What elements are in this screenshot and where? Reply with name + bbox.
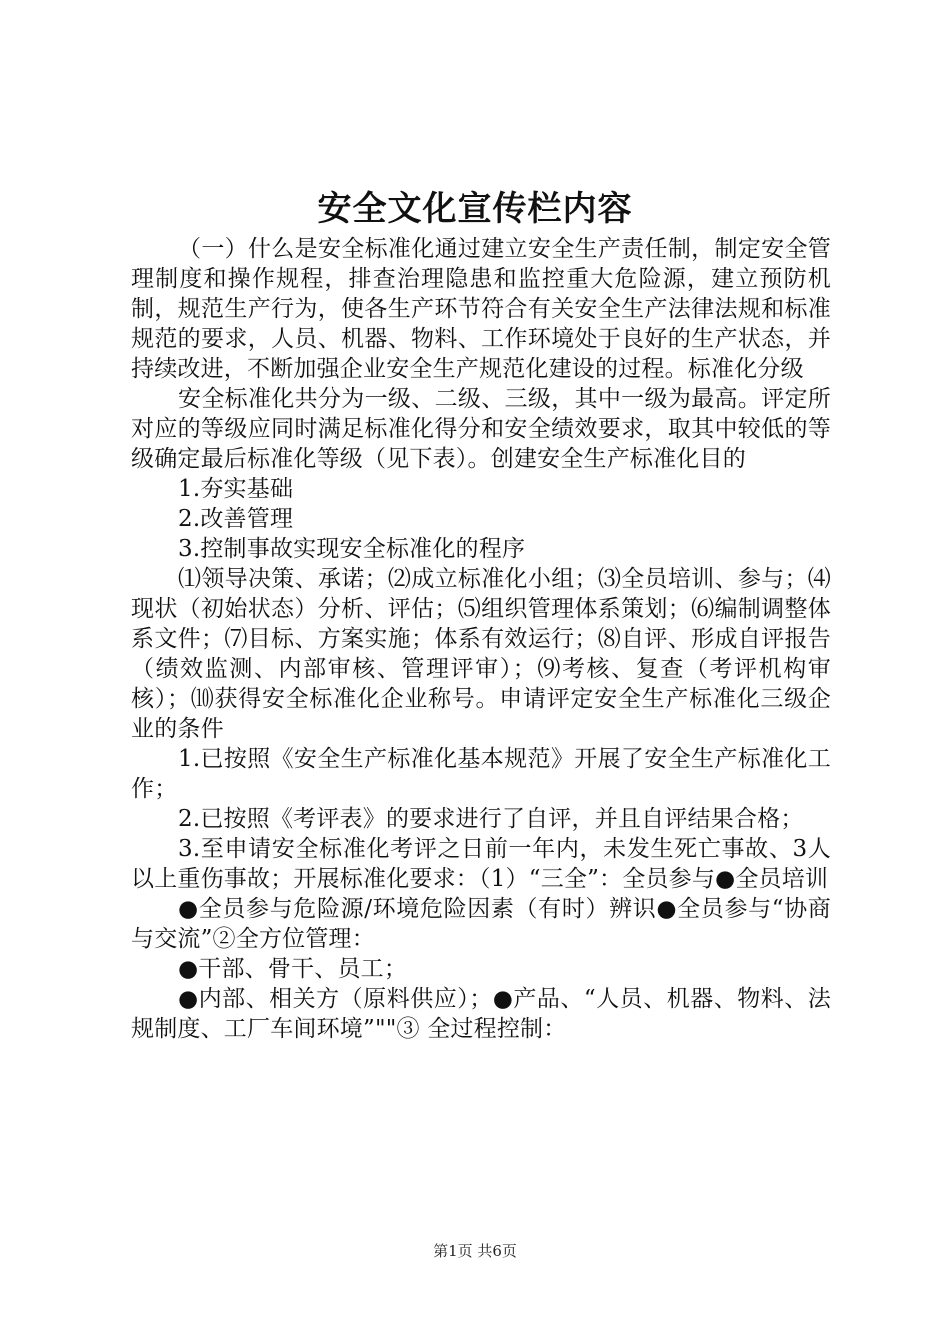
paragraph-goal-1: 1.夯实基础 bbox=[178, 476, 294, 502]
paragraph-what-is-standardization: （一）什么是安全标准化通过建立安全生产责任制，制定安全管理制度和操作规程，排查治理隐患和监控重大危险源，建立预防机制，规范生产行为，使各生产环节符合有关安全生产法律法规和标准规范的要求，人员、机器、物料、工作环境处于良好的生产状态，并持续改进，不断加强企业安全生产规范化建设的过程。标准化分级 bbox=[131, 236, 831, 382]
paragraph-full-participation: ●全员参与危险源/环境危险因素（有时）辨识●全员参与“协商与交流”②全方位管理： bbox=[131, 896, 831, 952]
paragraph-procedure-steps: ⑴领导决策、承诺；⑵成立标准化小组；⑶全员培训、参与；⑷现状（初始状态）分析、评估；⑸组织管理体系策划；⑹编制调整体系文件；⑺目标、方案实施；体系有效运行；⑻自评、形成自评报告（绩效监测、内部审核、管理评审）；⑼考核、复查（考评机构审核）；⑽获得安全标准化企业称号。申请评定安全生产标准化三级企业的条件 bbox=[131, 566, 831, 742]
page-footer: 第1页 共6页 bbox=[433, 1242, 517, 1260]
paragraph-condition-3: 3.至申请安全标准化考评之日前一年内，未发生死亡事故、3人以上重伤事故；开展标准化要求：（1）“三全”：全员参与●全员培训 bbox=[131, 836, 831, 892]
paragraph-process-control: ●内部、相关方（原料供应）；●产品、“人员、机器、物料、法规制度、工厂车间环境”""③ 全过程控制： bbox=[131, 986, 831, 1042]
document-body bbox=[131, 234, 831, 1044]
paragraph-standardization-levels: 安全标准化共分为一级、二级、三级，其中一级为最高。评定所对应的等级应同时满足标准化得分和安全绩效要求，取其中较低的等级确定最后标准化等级（见下表）。创建安全生产标准化目的 bbox=[131, 386, 831, 472]
paragraph-staff: ●干部、骨干、员工； bbox=[178, 956, 408, 982]
paragraph-goal-3: 3.控制事故实现安全标准化的程序 bbox=[178, 536, 526, 562]
paragraph-condition-1: 1.已按照《安全生产标准化基本规范》开展了安全生产标准化工作； bbox=[131, 746, 831, 802]
paragraph-condition-2: 2.已按照《考评表》的要求进行了自评，并且自评结果合格； bbox=[178, 806, 804, 832]
paragraph-goal-2: 2.改善管理 bbox=[178, 506, 294, 532]
document-title: 安全文化宣传栏内容 bbox=[317, 189, 633, 229]
